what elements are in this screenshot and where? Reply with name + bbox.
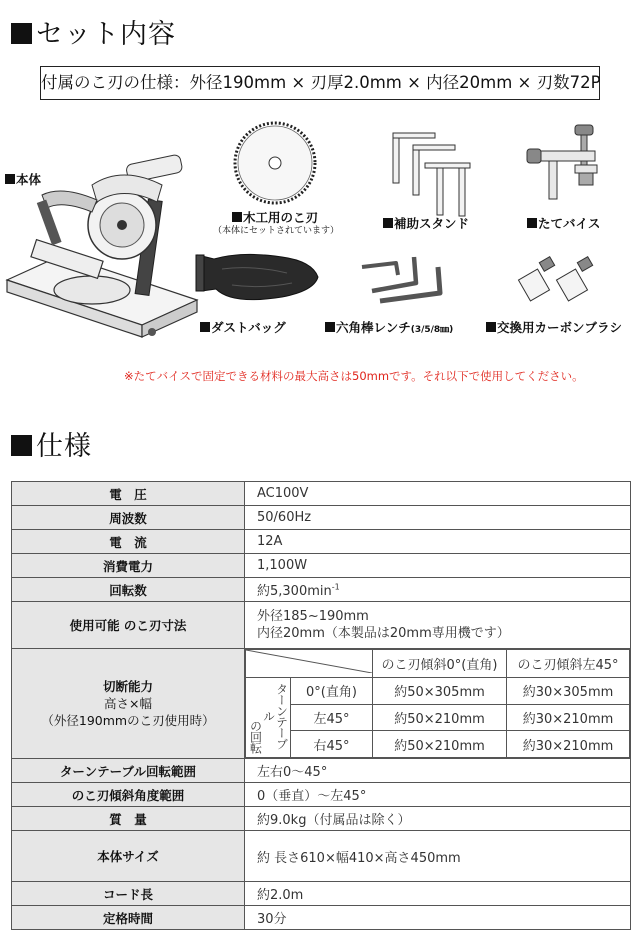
label-square-icon [486, 322, 496, 332]
heading-square-icon [11, 23, 32, 44]
vise-notice: ※たてバイスで固定できる材料の最大高さは50mmです。それ以下で使用してください。 [124, 369, 584, 383]
spec-value: 外径185~190mm 内径20mm（本製品は20mm専用機です） [245, 602, 631, 649]
table-row [12, 530, 631, 554]
spec-value: 約 長さ610×幅410×高さ450mm [245, 831, 631, 882]
spec-heading: 仕様 [11, 424, 92, 463]
label-vise: たてバイス [527, 214, 600, 232]
label-dust-bag: ダストバッグ [200, 318, 286, 336]
table-row [12, 759, 631, 783]
spec-key: 質 量 [12, 807, 245, 831]
header-bevel-0: のこ刃傾斜0°(直角) [373, 650, 507, 678]
miter-saw-image [2, 140, 202, 340]
table-row [12, 831, 631, 882]
spec-key: 回転数 [12, 578, 245, 602]
vertical-vise-image [525, 123, 605, 203]
table-row [12, 482, 631, 506]
table-row [12, 602, 631, 649]
header-bevel-45: のこ刃傾斜左45° [507, 650, 630, 678]
spec-key: 電 流 [12, 530, 245, 554]
label-square-icon [383, 218, 393, 228]
table-row [12, 554, 631, 578]
spec-key: のこ刃傾斜角度範囲 [12, 783, 245, 807]
support-stand-image [385, 123, 480, 218]
spec-key: コード長 [12, 882, 245, 906]
carbon-brush-image [517, 255, 607, 305]
spec-value: 約2.0m [245, 882, 631, 906]
label-blade: 木工用のこ刃 [232, 208, 318, 226]
capacity-value: 約50×210mm [373, 704, 507, 731]
spec-key: 定格時間 [12, 906, 245, 930]
table-row [12, 807, 631, 831]
capacity-value: 約30×305mm [507, 678, 630, 705]
capacity-value: 約30×210mm [507, 731, 630, 758]
table-row [12, 882, 631, 906]
diagonal-header-cell [246, 650, 373, 678]
spec-value: 50/60Hz [245, 506, 631, 530]
heading-square-icon [11, 435, 32, 456]
capacity-value: 約50×305mm [373, 678, 507, 705]
spec-table [11, 481, 631, 930]
label-square-icon [232, 212, 242, 222]
rotation-angle: 右45° [291, 731, 373, 758]
label-square-icon [325, 322, 335, 332]
table-row [12, 906, 631, 930]
spec-value: 左右0～45° [245, 759, 631, 783]
blade-note: （本体にセットされています） [213, 226, 340, 236]
rotation-angle: 0°(直角) [291, 678, 373, 705]
label-hex-wrench: 六角棒レンチ(3/5/8㎜) [325, 318, 453, 336]
label-square-icon [200, 322, 210, 332]
label-body: 本体 [5, 170, 41, 188]
table-row [12, 783, 631, 807]
table-row [12, 578, 631, 602]
capacity-value: 約50×210mm [373, 731, 507, 758]
table-row [12, 649, 631, 759]
spec-value: 0（垂直）～左45° [245, 783, 631, 807]
table-row [12, 506, 631, 530]
label-stand: 補助スタンド [383, 214, 469, 232]
spec-key: ターンテーブル回転範囲 [12, 759, 245, 783]
cutting-capacity-grid [245, 649, 631, 759]
rotation-angle: 左45° [291, 704, 373, 731]
spec-value: AC100V [245, 482, 631, 506]
saw-blade-image [233, 121, 317, 205]
spec-key: 本体サイズ [12, 831, 245, 882]
capacity-value: 約30×210mm [507, 704, 630, 731]
dust-bag-image [192, 247, 322, 309]
spec-value: 1,100W [245, 554, 631, 578]
spec-value: 12A [245, 530, 631, 554]
spec-key: 電 圧 [12, 482, 245, 506]
label-carbon-brush: 交換用カーボンブラシ [486, 318, 622, 336]
spec-key: 周波数 [12, 506, 245, 530]
hex-wrench-image [358, 253, 453, 305]
blade-spec-box: 付属のこ刃の仕様：外径190mm × 刃厚2.0mm × 内径20mm × 刃数72P [40, 66, 600, 100]
spec-value: 約9.0kg（付属品は除く） [245, 807, 631, 831]
spec-value: 30分 [245, 906, 631, 930]
spec-key: 消費電力 [12, 554, 245, 578]
turntable-rotation-label: の回転 ターンテーブル [246, 678, 291, 758]
set-contents-heading: セット内容 [11, 12, 176, 51]
cutting-capacity-key: 切断能力 高さ×幅 （外径190mmのこ刃使用時） [12, 649, 245, 759]
spec-value: 約$5,300\min^{-1}$ [245, 578, 631, 602]
spec-key: 使用可能 のこ刃寸法 [12, 602, 245, 649]
diagonal-line [246, 650, 372, 673]
label-square-icon [527, 218, 537, 228]
